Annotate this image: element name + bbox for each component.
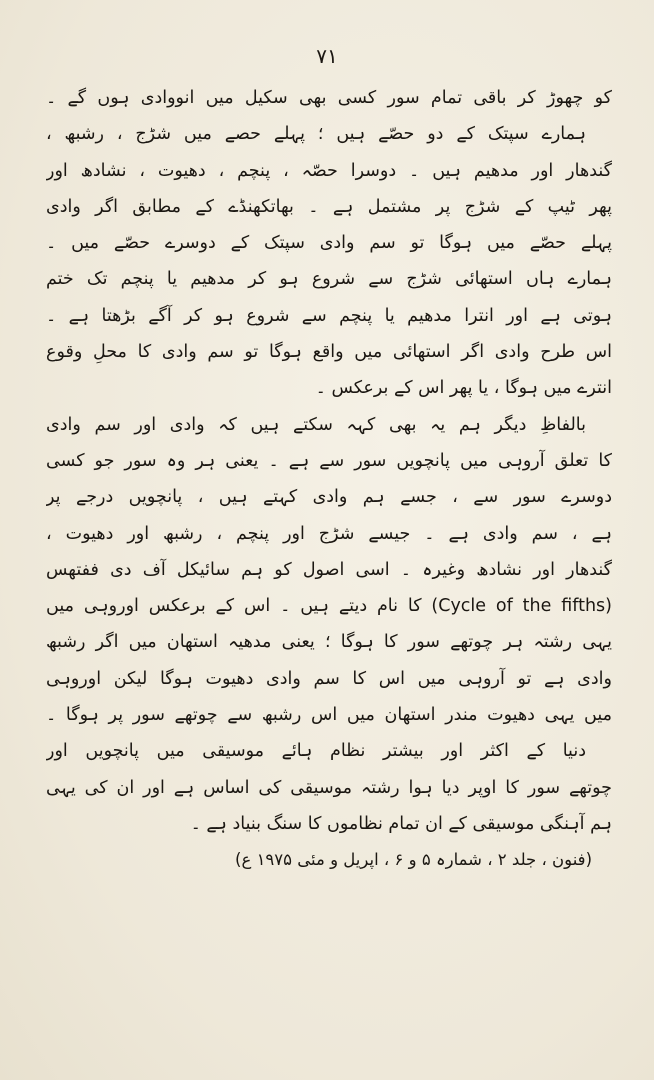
page-number: ۷۱ (316, 44, 338, 68)
text-line: یہی رشتہ ہر چوتھے سور کا ہوگا ؛ یعنی مدھیہ استھان میں اگر رشبھ (46, 632, 612, 653)
text-line: میں یہی دھیوت مندر استھان میں اس رشبھ سے چوتھے سور پر ہوگا ۔ (46, 705, 612, 726)
body-text (46, 80, 612, 879)
text-line: گندھار اور نشادھ وغیرہ ۔ اسی اصول کو ہم سائیکل آف دی ففتھس (46, 559, 612, 580)
text-line: ہے ، سم وادی ہے ۔ جیسے شڑج اور پنچم ، رشبھ اور دھیوت ، (46, 523, 612, 544)
text-line: گندھار اور مدھیم ہیں ۔ دوسرا حصّہ ، پنچم ، دھیوت ، نشادھ اور (46, 160, 612, 181)
text-line: ہمارے سپتک کے دو حصّے ہیں ؛ پہلے حصے میں شڑج ، رشبھ ، (46, 124, 586, 145)
text-line: (Cycle of the fifths) کا نام دیتے ہیں ۔ اس کے برعکس اوروہی میں (46, 596, 612, 617)
text-line: اس طرح وادی اگر استھائی میں واقع ہوگا تو سم وادی کا محلِ وقوع (46, 342, 612, 363)
text-line: پھر ٹیپ کے شڑج پر مشتمل ہے ۔ بھاتکھنڈے کے مطابق اگر وادی (46, 196, 612, 217)
text-line: ہمارے ہاں استھائی شڑج سے شروع ہو کر مدھیم یا پنچم تک ختم (46, 269, 612, 290)
text-line: ہم آہنگی موسیقی کے ان تمام نظاموں کا سنگ بنیاد ہے ۔ (190, 813, 612, 834)
text-line: ہوتی ہے اور انترا مدھیم یا پنچم سے شروع ہو کر آگے بڑھتا ہے ۔ (46, 305, 612, 326)
text-line: کو چھوڑ کر باقی تمام سور کسی بھی سکیل میں انووادی ہوں گے ۔ (46, 88, 612, 108)
text-line: بالفاظِ دیگر ہم یہ بھی کہہ سکتے ہیں کہ وادی اور سم وادی (46, 414, 586, 435)
text-line: پہلے حصّے میں ہوگا تو سم وادی سپتک کے دوسرے حصّے میں ۔ (46, 233, 612, 254)
text-line: وادی ہے تو آروہی میں اس کا سم وادی دھیوت ہوگا لیکن اوروہی (46, 668, 612, 689)
text-line: انترے میں ہوگا ، یا پھر اس کے برعکس ۔ (315, 378, 612, 399)
text-line: کا تعلق آروہی میں پانچویں سور سے ہے ۔ یعنی ہر وہ سور جو کسی (46, 450, 612, 471)
text-line: دوسرے سور سے ، جسے ہم وادی کہتے ہیں ، پانچویں درجے پر (46, 487, 612, 508)
text-line: دنیا کے اکثر اور بیشتر نظام ہائے موسیقی میں پانچویں اور (46, 741, 586, 762)
text-line: چوتھے سور کا اوپر دیا ہوا رشتہ موسیقی کی اساس ہے اور ان کی یہی (46, 777, 612, 798)
citation: (فنون ، جلد ۲ ، شمارہ ۵ و ۶ ، اپریل و مئی ۱۹۷۵ ع) (235, 850, 592, 870)
